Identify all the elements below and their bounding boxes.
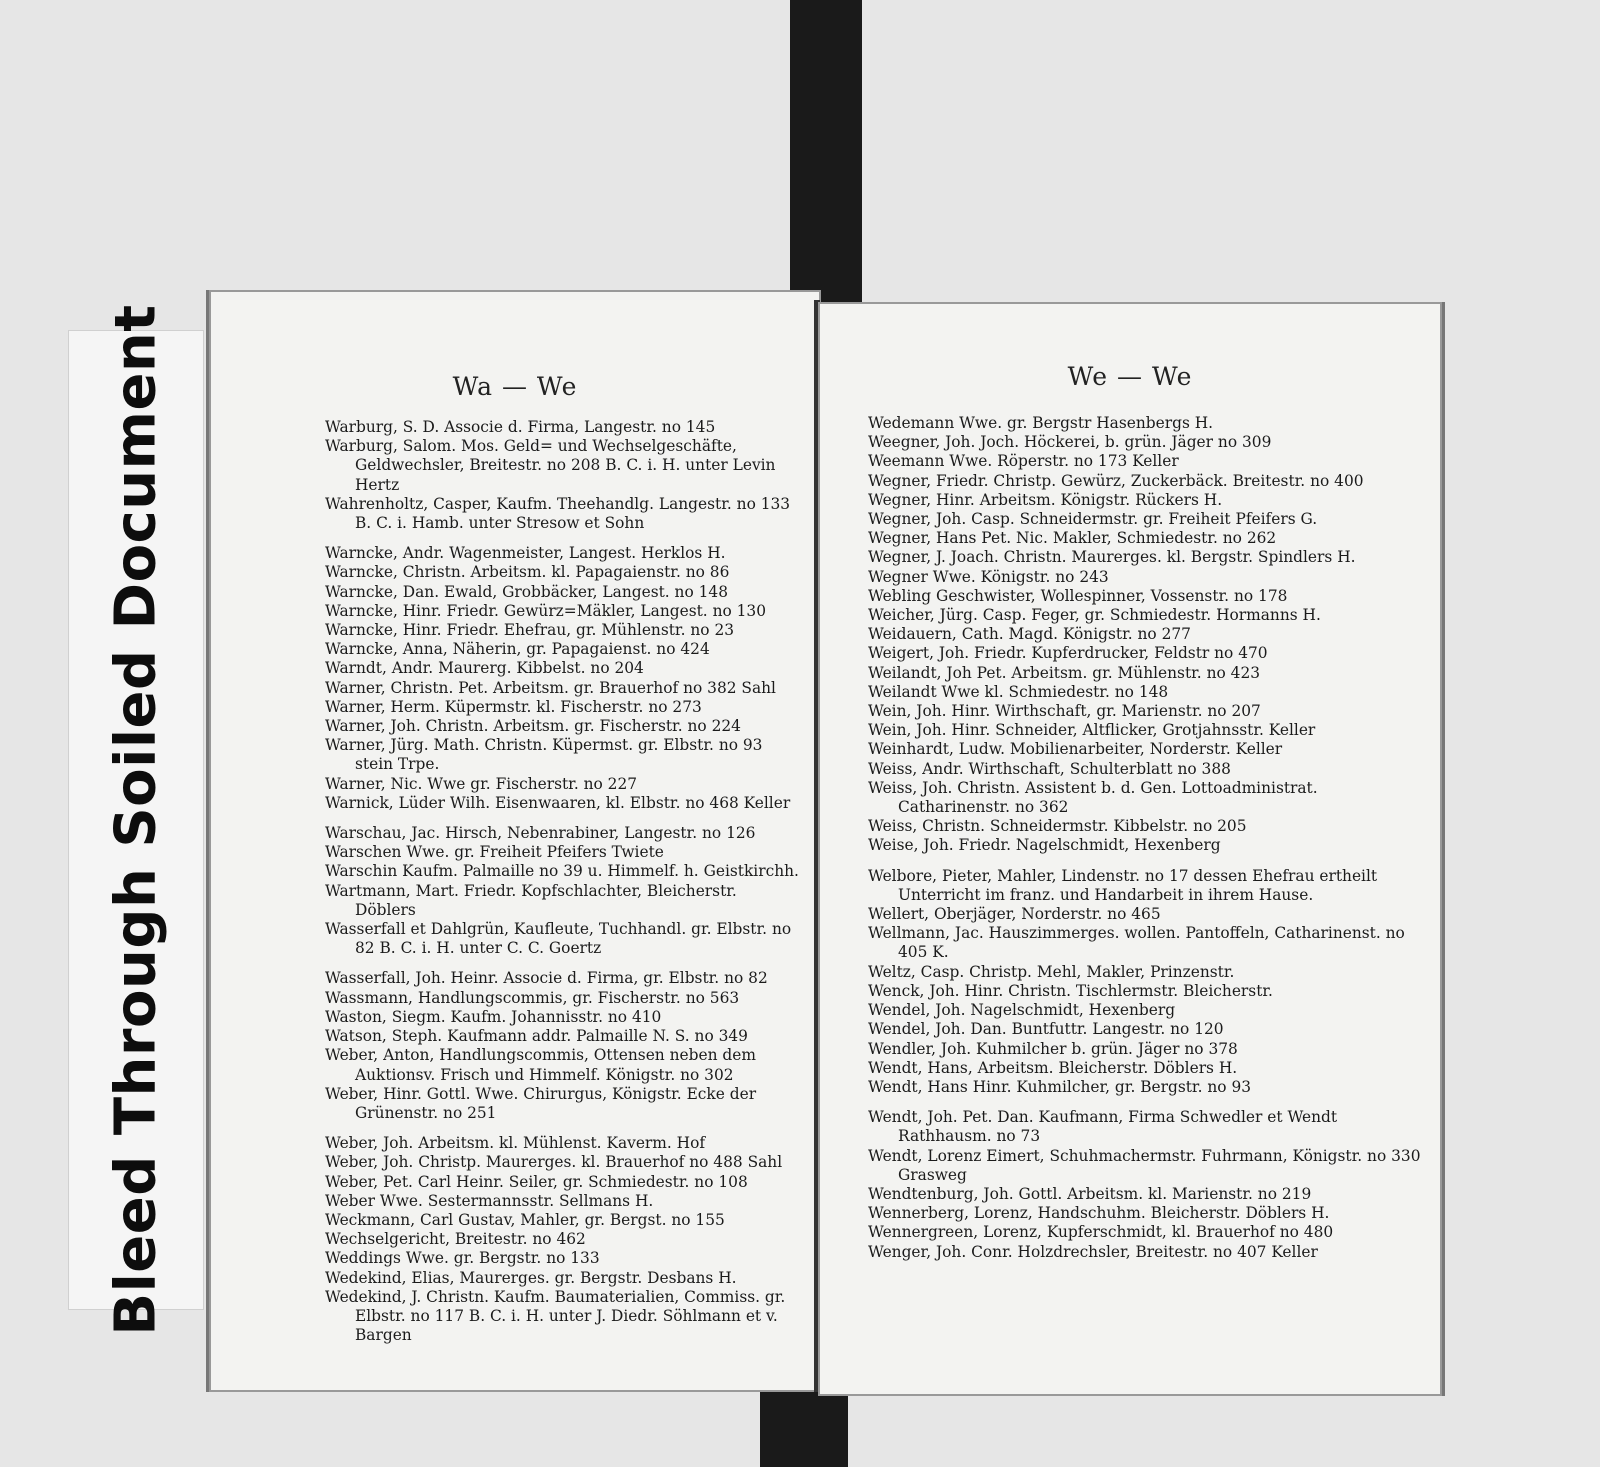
directory-entry: Weber Wwe. Sestermannsstr. Sellmans H. (325, 1191, 654, 1210)
directory-entry: Warschin Kaufm. Palmaille no 39 u. Himmelf. h. Geistkirchh. (325, 862, 799, 881)
directory-entry: Weicher, Jürg. Casp. Feger, gr. Schmiedestr. Hormanns H. (868, 606, 1321, 625)
directory-entry: Wellert, Oberjäger, Norderstr. no 465 (868, 905, 1161, 924)
directory-entry: Weigert, Joh. Friedr. Kupferdrucker, Feldstr no 470 (868, 644, 1268, 663)
directory-entry: Wein, Joh. Hinr. Wirthschaft, gr. Marienstr. no 207 (868, 702, 1261, 721)
directory-entry: Wendler, Joh. Kuhmilcher b. grün. Jäger no 378 (868, 1039, 1238, 1058)
directory-entry: Warncke, Andr. Wagenmeister, Langest. Herklos H. (325, 544, 726, 563)
directory-entry: Wendt, Lorenz Eimert, Schuhmachermstr. Fuhrmann, Königstr. no 330 Grasweg (868, 1146, 1421, 1184)
directory-entry: Webling Geschwister, Wollespinner, Vossenstr. no 178 (868, 586, 1288, 605)
directory-entry: Wasserfall, Joh. Heinr. Associe d. Firma, gr. Elbstr. no 82 (325, 969, 768, 988)
directory-entry: Warschau, Jac. Hirsch, Nebenrabiner, Langestr. no 126 (325, 824, 756, 843)
left-page-header: Wa — We (452, 372, 578, 401)
directory-entry: Wenger, Joh. Conr. Holzdrechsler, Breitestr. no 407 Keller (868, 1242, 1318, 1261)
directory-entry: Weber, Joh. Christp. Maurerges. kl. Brauerhof no 488 Sahl (325, 1153, 783, 1172)
directory-entry: Wendt, Hans, Arbeitsm. Bleicherstr. Döblers H. (868, 1058, 1238, 1077)
directory-entry: Wartmann, Mart. Friedr. Kopfschlachter, Bleicherstr. Döblers (325, 881, 737, 919)
directory-entry: Weiss, Joh. Christn. Assistent b. d. Gen. Lottoadministrat. Catharinenstr. no 362 (868, 778, 1318, 817)
directory-entry: Weiss, Christn. Schneidermstr. Kibbelstr. no 205 (868, 817, 1247, 836)
directory-entry: Wegner Wwe. Königstr. no 243 (868, 567, 1109, 586)
directory-entry: Watson, Steph. Kaufmann addr. Palmaille N. S. no 349 (325, 1027, 748, 1046)
directory-entry: Warncke, Anna, Näherin, gr. Papagaienst. no 424 (325, 640, 710, 659)
directory-entry: Weber, Joh. Arbeitsm. kl. Mühlenst. Kaverm. Hof (325, 1134, 706, 1153)
directory-entry: Weiss, Andr. Wirthschaft, Schulterblatt no 388 (868, 759, 1231, 778)
right-page-entries (868, 414, 1424, 1262)
directory-entry: Weise, Joh. Friedr. Nagelschmidt, Hexenberg (868, 836, 1221, 855)
directory-entry: Weber, Anton, Handlungscommis, Ottensen neben dem Auktionsv. Frisch und Himmelf. Königstr. no 302 (325, 1046, 756, 1084)
directory-entry: Wellmann, Jac. Hauszimmerges. wollen. Pantoffeln, Catharinenst. no 405 K. (868, 924, 1405, 962)
directory-entry: Weddings Wwe. gr. Bergstr. no 133 (325, 1249, 600, 1268)
directory-entry: Warner, Joh. Christn. Arbeitsm. gr. Fischerstr. no 224 (325, 717, 741, 736)
directory-entry: Wedemann Wwe. gr. Bergstr Hasenbergs H. (868, 414, 1214, 432)
directory-entry: Wendel, Joh. Nagelschmidt, Hexenberg (868, 1001, 1176, 1020)
directory-entry: Wegner, Joh. Casp. Schneidermstr. gr. Freiheit Pfeifers G. (868, 510, 1318, 529)
directory-entry: Warner, Herm. Küpermstr. kl. Fischerstr. no 273 (325, 697, 702, 716)
directory-entry: Wendt, Joh. Pet. Dan. Kaufmann, Firma Schwedler et Wendt Rathhausm. no 73 (868, 1108, 1338, 1146)
directory-entry: Wassmann, Handlungscommis, gr. Fischerstr. no 563 (325, 988, 740, 1007)
bottom-scale-bar (760, 1392, 848, 1467)
bleed-through-label-text: Bleed Through Soiled Document (103, 304, 169, 1336)
directory-entry: Warschen Wwe. gr. Freiheit Pfeifers Twiete (325, 843, 664, 862)
directory-entry: Wenck, Joh. Hinr. Christn. Tischlermstr. Bleicherstr. (868, 981, 1273, 1000)
directory-entry: Warner, Nic. Wwe gr. Fischerstr. no 227 (325, 774, 638, 793)
directory-entry: Weber, Hinr. Gottl. Wwe. Chirurgus, Königstr. Ecke der Grünenstr. no 251 (325, 1084, 757, 1122)
left-page (206, 290, 821, 1392)
directory-entry: Wedekind, J. Christn. Kaufm. Baumaterialien, Commiss. gr. Elbstr. no 117 B. C. i. H. unter J. Diedr. Söhlmann et v. Bargen (325, 1287, 786, 1345)
directory-entry: Wahrenholtz, Casper, Kaufm. Theehandlg. Langestr. no 133 B. C. i. Hamb. unter Stresow et Sohn (325, 494, 791, 533)
directory-entry: Wendtenburg, Joh. Gottl. Arbeitsm. kl. Marienstr. no 219 (868, 1184, 1312, 1203)
directory-entry: Welbore, Pieter, Mahler, Lindenstr. no 17 dessen Ehefrau ertheilt Unterricht im franz. und Handarbeit in ihrem Hause. (868, 866, 1378, 904)
directory-entry: Weegner, Joh. Joch. Höckerei, b. grün. Jäger no 309 (868, 433, 1272, 452)
directory-entry: Warncke, Dan. Ewald, Grobbäcker, Langest. no 148 (325, 582, 729, 601)
directory-entry: Warburg, Salom. Mos. Geld= und Wechselgeschäfte, Geldwechsler, Breitestr. no 208 B. C. i. H. unter Levin Hertz (325, 437, 776, 494)
right-page-header: We — We (1067, 362, 1193, 391)
directory-entry: Weinhardt, Ludw. Mobilienarbeiter, Norderstr. Keller (868, 740, 1283, 759)
directory-entry: Weemann Wwe. Röperstr. no 173 Keller (868, 452, 1179, 471)
directory-entry: Warnick, Lüder Wilh. Eisenwaaren, kl. Elbstr. no 468 Keller (325, 793, 791, 812)
directory-entry: Warner, Christn. Pet. Arbeitsm. gr. Brauerhof no 382 Sahl (325, 678, 776, 697)
directory-entry: Waston, Siegm. Kaufm. Johannisstr. no 410 (325, 1007, 662, 1026)
directory-entry: Wendel, Joh. Dan. Buntfuttr. Langestr. no 120 (868, 1020, 1224, 1039)
directory-entry: Weckmann, Carl Gustav, Mahler, gr. Bergst. no 155 (325, 1210, 725, 1229)
directory-entry: Warner, Jürg. Math. Christn. Küpermst. gr. Elbstr. no 93 stein Trpe. (325, 736, 763, 774)
directory-entry: Warncke, Hinr. Friedr. Ehefrau, gr. Mühlenstr. no 23 (325, 621, 735, 640)
directory-entry: Wedekind, Elias, Maurerges. gr. Bergstr. Desbans H. (325, 1268, 737, 1287)
directory-entry: Wennerberg, Lorenz, Handschuhm. Bleicherstr. Döblers H. (868, 1204, 1330, 1223)
directory-entry: Warndt, Andr. Maurerg. Kibbelst. no 204 (325, 659, 644, 678)
directory-entry: Wennergreen, Lorenz, Kupferschmidt, kl. Brauerhof no 480 (868, 1223, 1334, 1242)
directory-entry: Weber, Pet. Carl Heinr. Seiler, gr. Schmiedestr. no 108 (325, 1172, 748, 1191)
directory-entry: Wegner, Friedr. Christp. Gewürz, Zuckerbäck. Breitestr. no 400 (868, 471, 1364, 490)
right-page (818, 302, 1445, 1396)
directory-entry: Warncke, Christn. Arbeitsm. kl. Papagaienstr. no 86 (325, 563, 730, 582)
directory-entry: Warburg, S. D. Associe d. Firma, Langestr. no 145 (325, 418, 716, 436)
bleed-through-label (68, 304, 204, 1336)
directory-entry: Weilandt, Joh Pet. Arbeitsm. gr. Mühlenstr. no 423 (868, 663, 1261, 682)
directory-entry: Wein, Joh. Hinr. Schneider, Altflicker, Grotjahnsstr. Keller (868, 721, 1316, 740)
directory-entry: Wegner, J. Joach. Christn. Maurerges. kl. Bergstr. Spindlers H. (868, 548, 1356, 567)
directory-entry: Wegner, Hinr. Arbeitsm. Königstr. Rückers H. (868, 490, 1223, 509)
directory-entry: Warncke, Hinr. Friedr. Gewürz=Mäkler, Langest. no 130 (325, 601, 767, 620)
directory-entry: Wechselgericht, Breitestr. no 462 (325, 1230, 586, 1249)
directory-entry: Wendt, Hans Hinr. Kuhmilcher, gr. Bergstr. no 93 (868, 1077, 1252, 1096)
top-scale-bar (790, 0, 862, 310)
directory-entry: Wegner, Hans Pet. Nic. Makler, Schmiedestr. no 262 (868, 529, 1277, 548)
directory-entry: Weidauern, Cath. Magd. Königstr. no 277 (868, 625, 1191, 644)
left-page-entries (325, 418, 801, 1345)
directory-entry: Weilandt Wwe kl. Schmiedestr. no 148 (868, 682, 1169, 701)
directory-entry: Weltz, Casp. Christp. Mehl, Makler, Prinzenstr. (868, 962, 1235, 981)
directory-entry: Wasserfall et Dahlgrün, Kaufleute, Tuchhandl. gr. Elbstr. no 82 B. C. i. H. unter C. C. Goertz (325, 920, 792, 958)
